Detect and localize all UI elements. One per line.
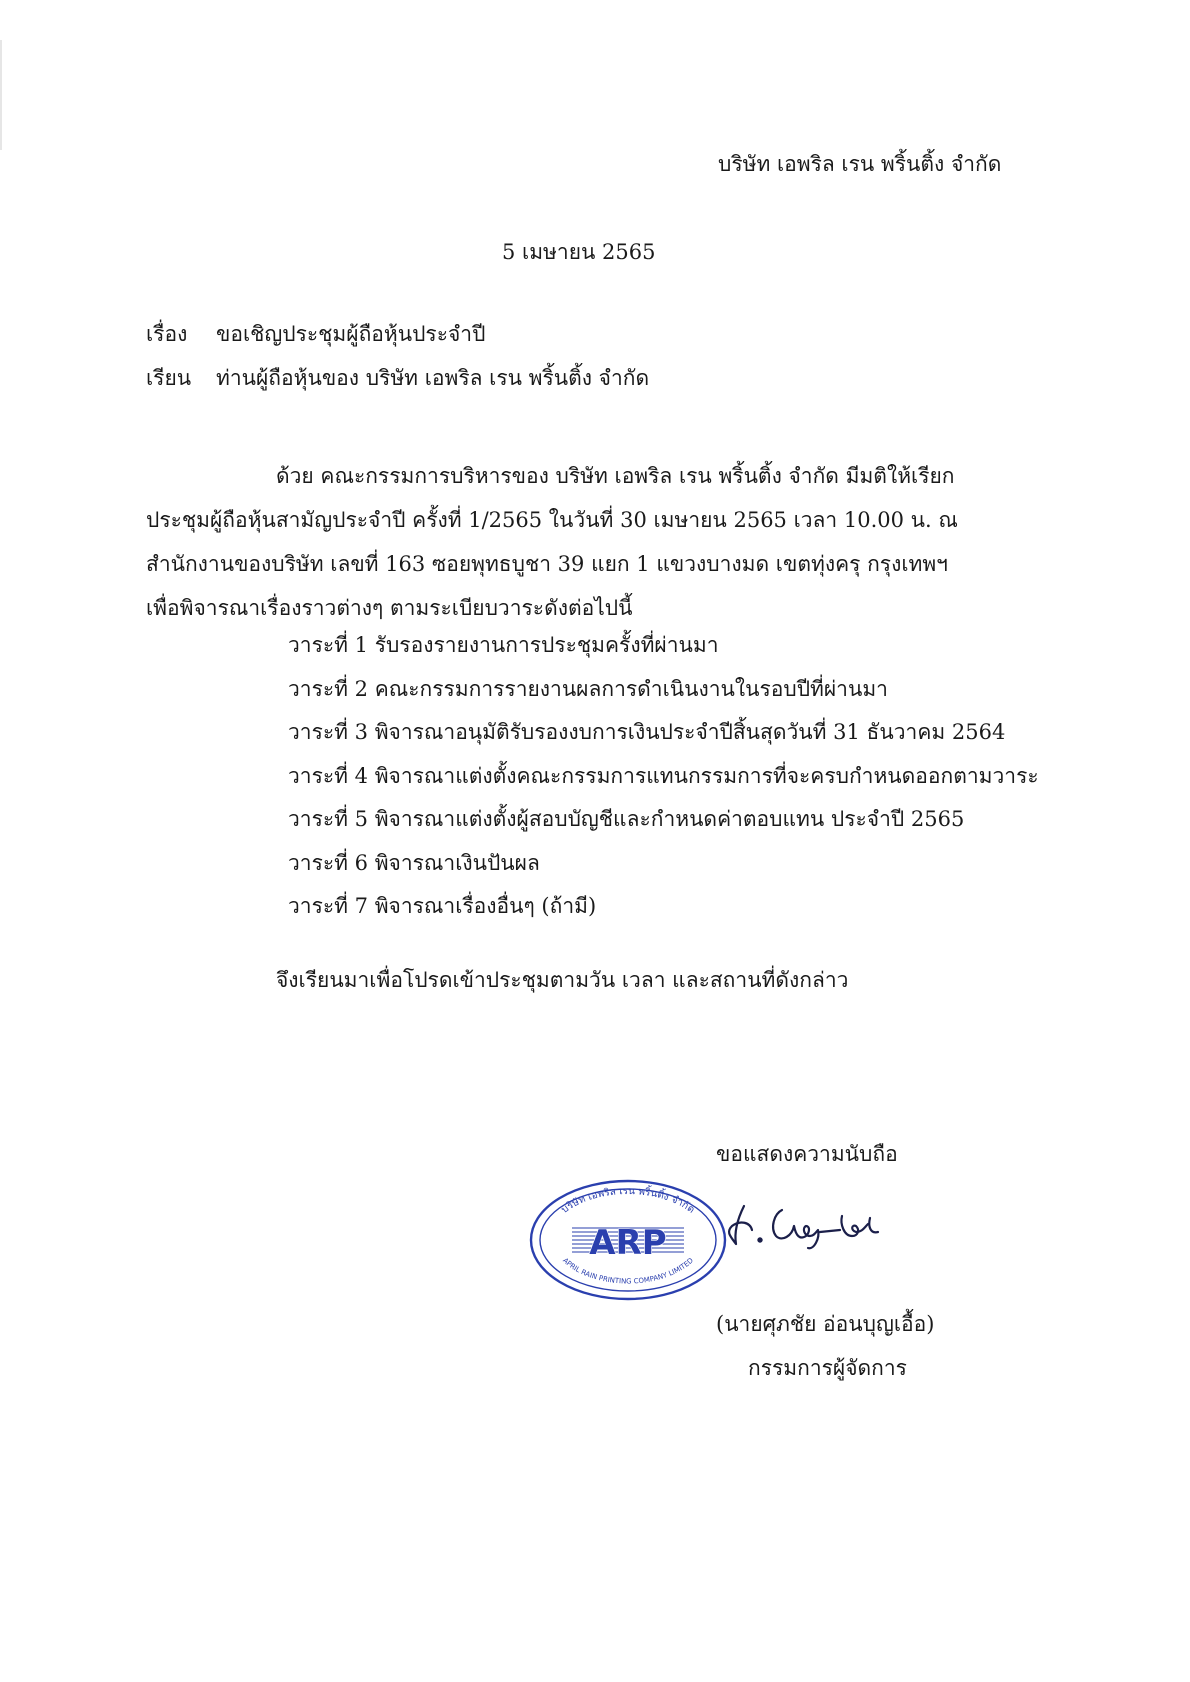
company-stamp [528,1178,728,1302]
company-header: บริษัท เอพริล เรน พริ้นติ้ง จำกัด [718,152,1002,176]
agenda-item-4: วาระที่ 4 พิจารณาแต่งตั้งคณะกรรมการแทนกรรมการที่จะครบกำหนดออกตามวาระ [288,763,1039,788]
regards-text: ขอแสดงความนับถือ [716,1142,898,1166]
agenda-item-3: วาระที่ 3 พิจารณาอนุมัติรับรองงบการเงินประจำปีสิ้นสุดวันที่ 31 ธันวาคม 2564 [288,720,1006,744]
body-paragraph-text: ด้วย คณะกรรมการบริหารของ บริษัท เอพริล เรน พริ้นติ้ง จำกัด มีมติให้เรียกประชุมผู้ถือหุ้นสามัญประจำปี ครั้งที่ 1/2565 ในวันที่ 30 เมษายน 2565 เวลา 10.00 น. ณ สำนักงานของบริษัท เลขที่ 163 ซอยพุทธบูชา 39 แยก 1 แขวงบางมด เขตทุ่งครุ กรุงเทพฯ เพื่อพิจารณาเรื่องราวต่างๆ ตามระเบียบวาระดังต่อไปนี้ [146,464,958,620]
closing-line: จึงเรียนมาเพื่อโปรดเข้าประชุมตามวัน เวลา และสถานที่ดังกล่าว [276,968,849,992]
letter-date: 5 เมษายน 2565 [502,240,656,264]
stamp-thai-name: บริษัท เอพริล เรน พริ้นติ้ง จำกัด [559,1185,697,1216]
body-paragraph [146,454,986,630]
agenda-item-1: วาระที่ 1 รับรองรายงานการประชุมครั้งที่ผ่านมา [288,633,719,657]
recipient-text: ท่านผู้ถือหุ้นของ บริษัท เอพริล เรน พริ้นติ้ง จำกัด [216,366,650,390]
agenda-item-5: วาระที่ 5 พิจารณาแต่งตั้งผู้สอบบัญชีและกำหนดค่าตอบแทน ประจำปี 2565 [288,807,965,831]
stamp-english-name: APRIL RAIN PRINTING COMPANY LIMITED [561,1256,695,1286]
subject-label: เรื่อง [146,322,188,346]
agenda-list [288,624,1039,929]
stamp-abbreviation: ARP [589,1223,667,1263]
handwritten-signature [722,1196,892,1256]
agenda-item-7: วาระที่ 7 พิจารณาเรื่องอื่นๆ (ถ้ามี) [288,894,597,918]
agenda-item-6: วาระที่ 6 พิจารณาเงินปันผล [288,850,540,875]
signer-title: กรรมการผู้จัดการ [748,1356,907,1380]
subject-text: ขอเชิญประชุมผู้ถือหุ้นประจำปี [216,322,486,346]
signer-name: (นายศุภชัย อ่อนบุญเอื้อ) [716,1312,935,1336]
recipient-label: เรียน [146,366,192,390]
agenda-item-2: วาระที่ 2 คณะกรรมการรายงานผลการดำเนินงานในรอบปีที่ผ่านมา [288,676,888,701]
scan-edge-mark [0,40,2,150]
